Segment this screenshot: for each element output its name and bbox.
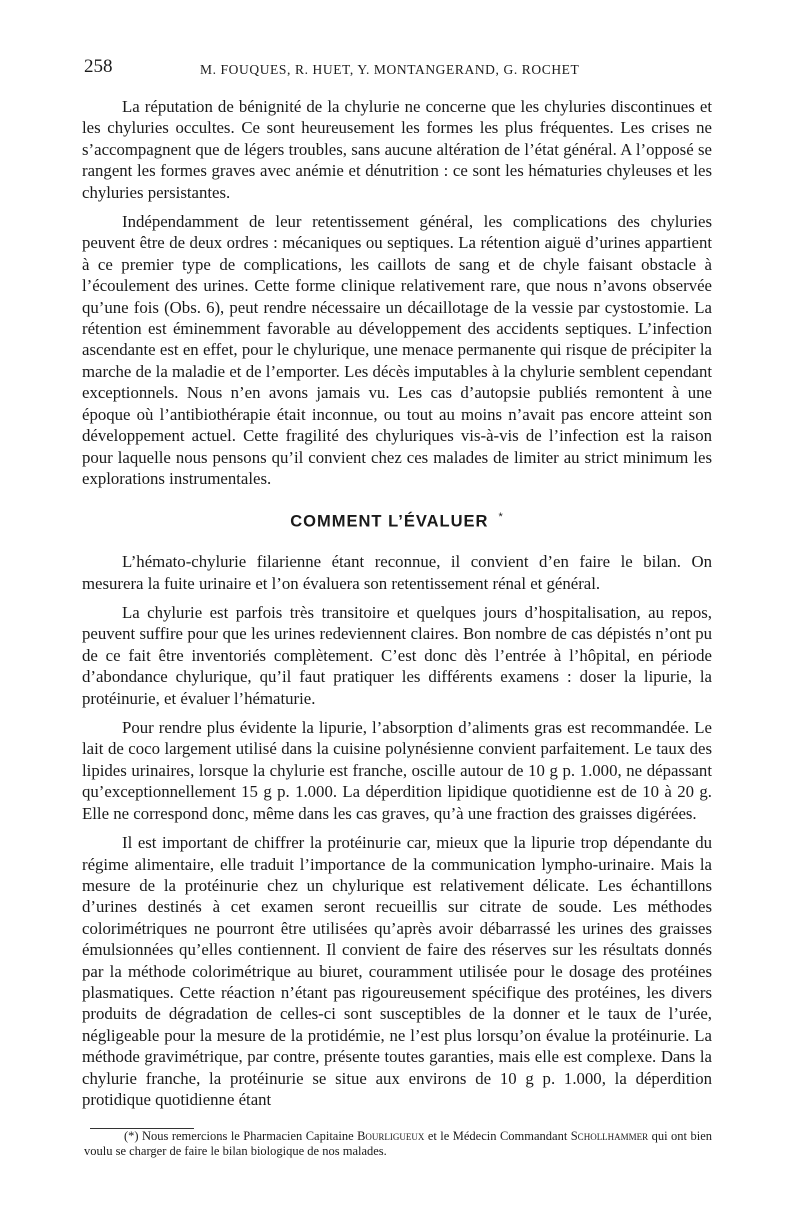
paragraph: Pour rendre plus évidente la lipurie, l’absorption d’aliments gras est recommandée. Le lait de coco largement utilisé dans la cuisine polynésienne convient parfaitement. Le taux des lipides urinaires, lorsque la chylurie est franche, oscille autour de 10 g p. 1.000, ne dépassant qu’exceptionnellement 15 g p. 1.000. La déperdition lipidique quotidienne est de 10 à 20 g. Elle ne correspond donc, même dans les cas graves, qu’à une fraction des graisses digérées. — [82, 718, 712, 823]
page-number: 258 — [84, 56, 113, 77]
footnote-name: Schollhammer — [570, 1129, 649, 1143]
paragraph: La réputation de bénignité de la chylurie ne concerne que les chyluries discontinues et les chyluries occultes. Ce sont heureusement les formes les plus fréquentes. Les crises ne s’accompagnent que de légers troubles, sans aucune altération de l’état général. A l’opposé se rangent les formes graves avec anémie et dénutrition : ce sont les hématuries chyleuses et les chyluries persistantes. — [82, 97, 712, 202]
footnote-marker: * — [498, 511, 504, 524]
footnote-name: Bourligueux — [357, 1129, 425, 1143]
footnote — [84, 1129, 712, 1159]
paragraph: Indépendamment de leur retentissement général, les complications des chyluries peuvent être de deux ordres : mécaniques ou septiques. La rétention aiguë d’urines appartient à ce premier type de complications, les caillots de sang et de chyle faisant obstacle à l’écoulement des urines. Cette forme clinique relativement rare, que nous n’avons observée qu’une fois (Obs. 6), peut rendre nécessaire un décaillotage de la vessie par cystostomie. La rétention est éminemment favorable au développement des accidents septiques. L’infection ascendante est en effet, pour le chylurique, une menace permanente qui risque de précipiter la marche de la maladie et de l’emporter. Les décès imputables à la chylurie semblent cependant exceptionnels. Nous n’en avons jamais vu. Les cas d’autopsie publiés remontent à une époque où l’antibiothérapie était inconnue, ou tout au moins n’avait pas encore atteint son développement actuel. Cette fragilité des chyluriques vis-à-vis de l’infection est la raison pour laquelle nous pensons qu’il convient chez ces malades de limiter au strict minimum les explorations instrumentales. — [82, 212, 712, 488]
paragraph: L’hémato-chylurie filarienne étant reconnue, il convient d’en faire le bilan. On mesurera la fuite urinaire et l’on évaluera son retentissement rénal et général. — [82, 552, 712, 593]
footnote-text: qui ont bien voulu se charger de faire le bilan biologique de nos malades. — [84, 1129, 712, 1158]
section-heading — [82, 507, 712, 533]
section-heading-text: COMMENT L’ÉVALUER — [290, 512, 489, 531]
page-header — [84, 56, 734, 86]
running-head-authors: M. FOUQUES, R. HUET, Y. MONTANGERAND, G. ROCHET — [200, 62, 580, 77]
article-body — [82, 96, 712, 1118]
paragraph: Il est important de chiffrer la protéinurie car, mieux que la lipurie trop dépendante du régime alimentaire, elle traduit l’importance de la communication lympho-urinaire. Mais la mesure de la protéinurie chez un chylurique est relativement délicate. Les échantillons d’urines destinés à cet examen seront recueillis sur citrate de soude. Les méthodes colorimétriques ne pourront être utilisées qu’après avoir débarrassé les urines des graisses émulsionnées qu’elles contiennent. Il convient de faire des réserves sur les résultats donnés par la méthode colorimétrique au biuret, couramment utilisée pour le dosage des protéines plasmatiques. Cette réaction n’étant pas rigoureusement spécifique des protéines, les divers produits de dégradation de celles-ci sont susceptibles de la donner et le taux de l’urée, négligeable pour la mesure de la protidémie, ne l’est plus lorsqu’on évalue la protéinurie. La méthode gravimétrique, par contre, présente toutes garanties, mais elle est complexe. Dans la chylurie franche, la protéinurie se situe aux environs de 10 g p. 1.000, la déperdition protidique quotidienne étant — [82, 833, 712, 1109]
footnote-text: (*) Nous remercions le Pharmacien Capitaine — [124, 1129, 358, 1143]
paragraph: La chylurie est parfois très transitoire et quelques jours d’hospitalisation, au repos, peuvent suffire pour que les urines redeviennent claires. Bon nombre de cas dépistés n’ont pu de ce fait être inventoriés complètement. C’est donc dès l’entrée à l’hôpital, en période d’abondance chylurique, qu’il faut pratiquer les différents examens : doser la lipurie, la protéinurie, et évaluer l’hématurie. — [82, 603, 712, 708]
footnote-text: et le Médecin Commandant — [424, 1129, 571, 1143]
